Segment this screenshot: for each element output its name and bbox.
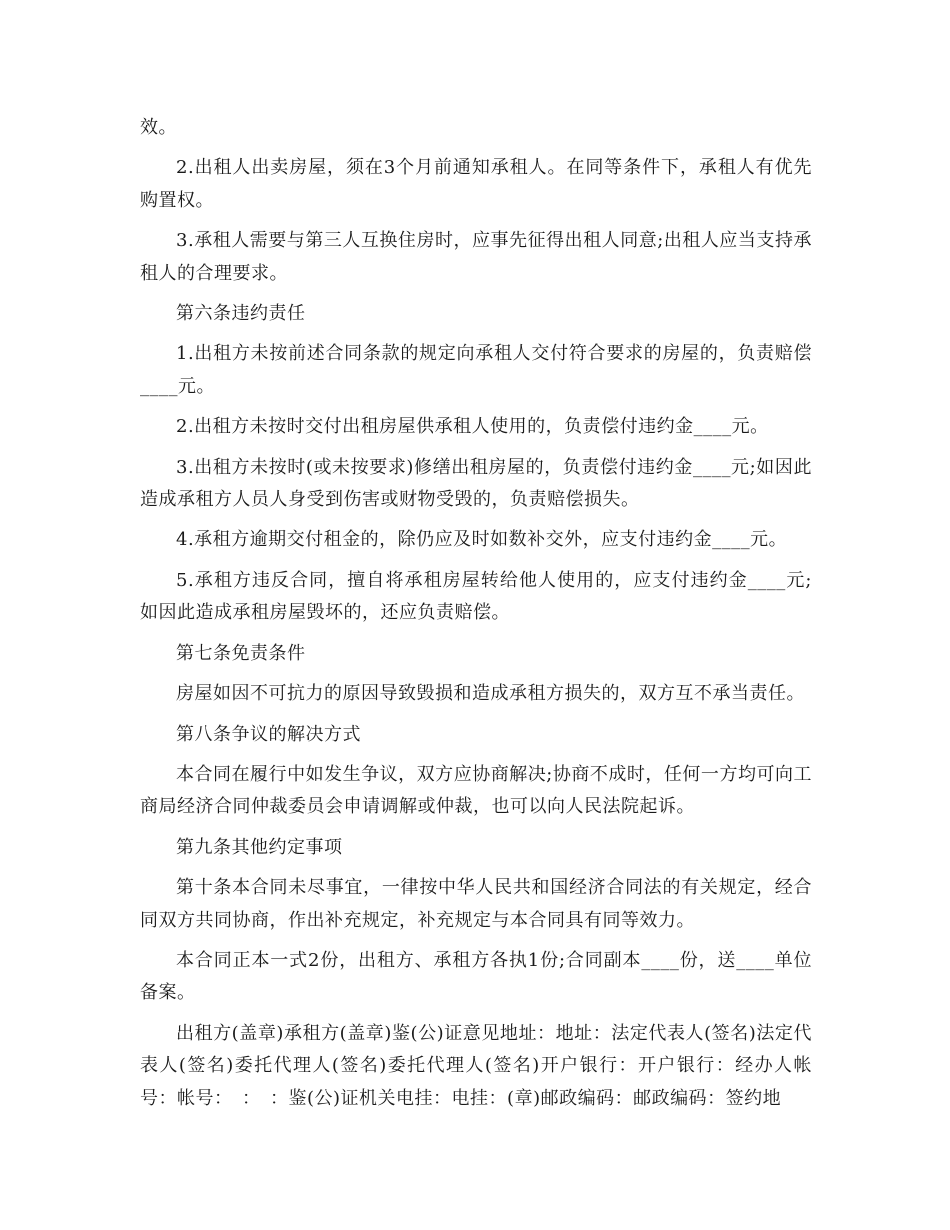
paragraph-clause-6-5: 5.承租方违反合同，擅自将承租房屋转给他人使用的，应支付违约金____元;如因此造成承租房屋毁坏的，还应负责赔偿。 bbox=[140, 569, 812, 624]
paragraph-article-10: 第十条本合同未尽事宜，一律按中华人民共和国经济合同法的有关规定，经合同双方共同协商，作出补充规定，补充规定与本合同具有同等效力。 bbox=[140, 877, 812, 931]
paragraph-signature-block: 出租方(盖章)承租方(盖章)鉴(公)证意见地址：地址：法定代表人(签名)法定代表人(签名)委托代理人(签名)委托代理人(签名)开户银行：开户银行：经办人帐号：帐号： ： ：鉴(公)证机关电挂：电挂：(章)邮政编码：邮政编码：签约地 bbox=[140, 1022, 812, 1109]
paragraph-clause-5-2: 2.出租人出卖房屋，须在3个月前通知承租人。在同等条件下，承租人有优先购置权。 bbox=[140, 157, 812, 211]
article-8-heading: 第八条争议的解决方式 bbox=[176, 723, 361, 745]
paragraph-continuation: 效。 bbox=[140, 117, 177, 138]
paragraph-clause-5-3: 3.承租人需要与第三人互换住房时，应事先征得出租人同意;出租人应当支持承租人的合理要求。 bbox=[140, 230, 812, 284]
paragraph-copies: 本合同正本一式2份，出租方、承租方各执1份;合同副本____份，送____单位备案。 bbox=[140, 949, 812, 1004]
document-page bbox=[140, 112, 812, 1123]
paragraph-article-8-body: 本合同在履行中如发生争议，双方应协商解决;协商不成时，任何一方均可向工商局经济合同仲裁委员会申请调解或仲裁，也可以向人民法院起诉。 bbox=[140, 763, 812, 818]
paragraph-clause-6-2: 2.出租方未按时交付出租房屋供承租人使用的，负责偿付违约金____元。 bbox=[176, 416, 769, 438]
article-9-heading: 第九条其他约定事项 bbox=[176, 836, 343, 858]
paragraph-clause-6-3: 3.出租方未按时(或未按要求)修缮出租房屋的，负责偿付违约金____元;如因此造成承租方人员人身受到伤害或财物受毁的，负责赔偿损失。 bbox=[140, 456, 812, 511]
article-7-heading: 第七条免责条件 bbox=[176, 642, 306, 664]
article-6-heading: 第六条违约责任 bbox=[176, 303, 306, 325]
paragraph-clause-6-1: 1.出租方未按前述合同条款的规定向承租人交付符合要求的房屋的，负责赔偿____元。 bbox=[140, 343, 812, 397]
paragraph-clause-6-4: 4.承租方逾期交付租金的，除仍应及时如数补交外，应支付违约金____元。 bbox=[176, 529, 788, 551]
paragraph-article-7-body: 房屋如因不可抗力的原因导致毁损和造成承租方损失的，双方互不承当责任。 bbox=[176, 683, 805, 705]
